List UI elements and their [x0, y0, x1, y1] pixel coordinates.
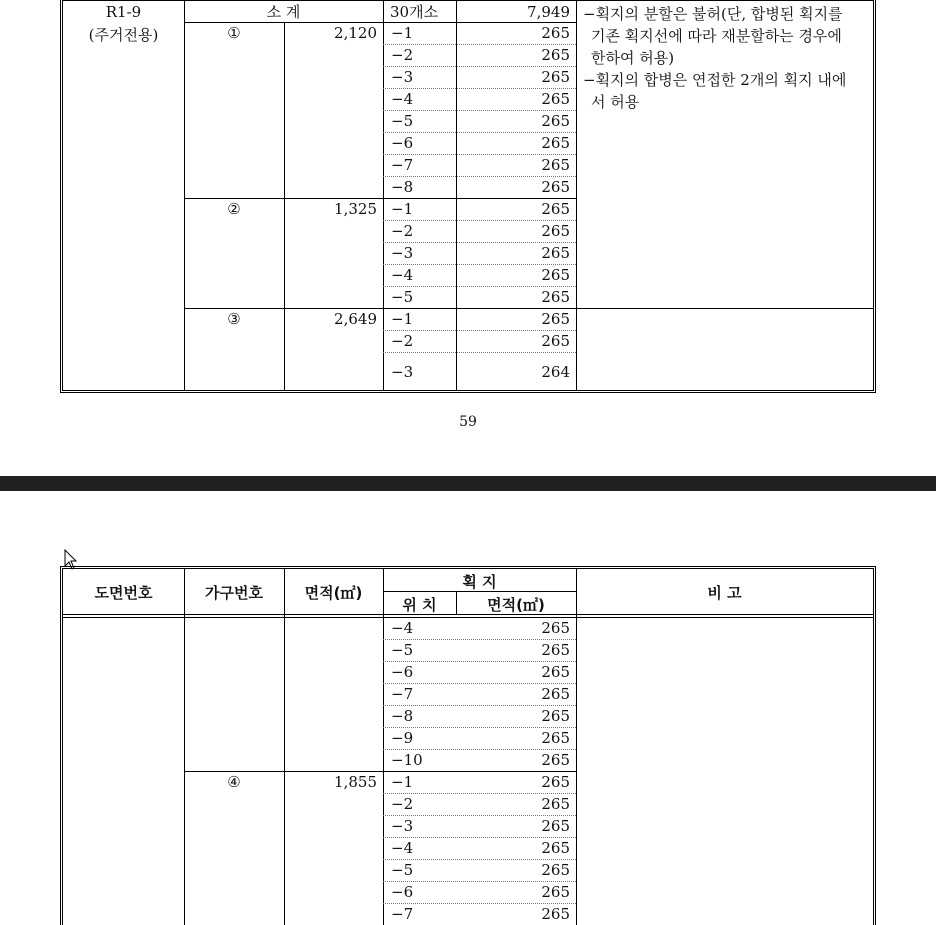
lot-position: −3	[391, 244, 414, 262]
block-symbol: ①	[227, 24, 241, 42]
remarks-line-3: 한하여 허용)	[591, 49, 675, 67]
header-area: 면적(㎡)	[304, 584, 363, 602]
lot-position: −7	[391, 905, 414, 923]
lot-position: −2	[391, 222, 414, 240]
lot-row-divider	[383, 220, 576, 221]
header-drawing-number: 도면번호	[94, 584, 153, 602]
subtotal-lot-count: 30개소	[390, 3, 439, 21]
lot-position: −4	[391, 266, 414, 284]
header-lot: 획 지	[462, 573, 497, 591]
lot-row-divider	[383, 110, 576, 111]
page-number: 59	[459, 414, 477, 430]
row-divider	[184, 771, 576, 772]
header-remarks: 비 고	[707, 584, 742, 602]
lot-position: −3	[391, 68, 414, 86]
lot-row-divider	[383, 352, 576, 353]
lot-row-divider	[383, 242, 576, 243]
lot-area: 265	[541, 707, 570, 725]
lot-area: 265	[541, 795, 570, 813]
lot-area: 265	[541, 46, 570, 64]
row-divider	[63, 0, 873, 1]
lot-row-divider	[383, 44, 576, 45]
block-area: 1,855	[334, 773, 377, 791]
lot-area: 265	[541, 288, 570, 306]
lot-area: 265	[541, 68, 570, 86]
lot-row-divider	[383, 176, 576, 177]
row-divider	[184, 22, 576, 23]
lot-area: 265	[541, 244, 570, 262]
col-divider	[576, 0, 577, 390]
lot-position: −2	[391, 46, 414, 64]
header-block-number: 가구번호	[205, 584, 263, 602]
lot-area: 265	[541, 773, 570, 791]
header-bottom-line	[63, 617, 873, 618]
remarks-line-4: −획지의 합병은 연접한 2개의 획지 내에	[583, 71, 847, 89]
header-lot-area: 면적(㎡)	[487, 596, 545, 614]
drawing-number: R1-9	[105, 3, 142, 21]
block-area: 1,325	[334, 200, 377, 218]
block-area: 2,649	[334, 310, 377, 328]
lot-row-divider	[383, 859, 576, 860]
lot-area: 265	[541, 663, 570, 681]
lot-area: 265	[541, 839, 570, 857]
lot-area: 265	[541, 134, 570, 152]
lot-area: 265	[541, 861, 570, 879]
lot-area: 265	[541, 24, 570, 42]
lot-row-divider	[383, 683, 576, 684]
block-area: 2,120	[334, 24, 377, 42]
lot-position: −10	[391, 751, 423, 769]
lot-position: −4	[391, 90, 414, 108]
lot-position: −3	[391, 817, 414, 835]
lot-area: 265	[541, 156, 570, 174]
lot-area: 265	[541, 222, 570, 240]
remarks-line-5: 서 허용	[591, 93, 640, 111]
lot-row-divider	[383, 286, 576, 287]
col-divider	[383, 569, 384, 925]
lot-row-divider	[383, 66, 576, 67]
lot-row-divider	[383, 903, 576, 904]
lot-position: −5	[391, 288, 414, 306]
lot-row-divider	[383, 749, 576, 750]
lot-position: −1	[391, 24, 414, 42]
lot-position: −5	[391, 861, 414, 879]
lot-position: −7	[391, 685, 414, 703]
lot-area: 265	[541, 751, 570, 769]
lot-area: 265	[541, 200, 570, 218]
block-symbol: ③	[227, 310, 241, 328]
block-symbol: ②	[227, 200, 241, 218]
lot-area: 265	[541, 310, 570, 328]
lot-position: −4	[391, 839, 414, 857]
header-lot-position: 위 치	[402, 596, 437, 614]
page-separator	[0, 476, 936, 491]
lot-area: 265	[541, 905, 570, 923]
lot-position: −4	[391, 619, 414, 637]
block-symbol: ④	[227, 773, 241, 791]
lot-row-divider	[383, 815, 576, 816]
lot-position: −6	[391, 663, 414, 681]
lot-row-divider	[383, 727, 576, 728]
lot-area: 265	[541, 266, 570, 284]
lot-position: −3	[391, 363, 414, 381]
lot-position: −8	[391, 178, 414, 196]
lot-area: 265	[541, 332, 570, 350]
lot-row-divider	[383, 881, 576, 882]
lot-row-divider	[383, 330, 576, 331]
lot-position: −2	[391, 332, 414, 350]
document-page-60	[0, 491, 936, 925]
lot-row-divider	[383, 793, 576, 794]
lot-row-divider	[383, 639, 576, 640]
lot-position: −6	[391, 134, 414, 152]
subtotal-area: 7,949	[527, 3, 570, 21]
drawing-usage: (주거전용)	[88, 26, 159, 44]
lot-area: 265	[541, 90, 570, 108]
lot-position: −1	[391, 200, 414, 218]
col-divider	[383, 0, 384, 390]
lot-position: −2	[391, 795, 414, 813]
lot-area: 265	[541, 883, 570, 901]
lot-position: −1	[391, 773, 414, 791]
lot-row-divider	[383, 88, 576, 89]
lot-area: 265	[541, 112, 570, 130]
lot-area: 265	[541, 641, 570, 659]
lot-row-divider	[383, 264, 576, 265]
lot-area: 265	[541, 729, 570, 747]
lot-row-divider	[383, 154, 576, 155]
lot-row-divider	[383, 132, 576, 133]
col-divider	[184, 0, 185, 390]
lot-position: −8	[391, 707, 414, 725]
remarks-line-2: 기존 획지선에 따라 재분할하는 경우에	[591, 27, 842, 45]
col-divider	[284, 569, 285, 925]
lot-area: 265	[541, 817, 570, 835]
col-divider	[576, 569, 577, 925]
lot-position: −9	[391, 729, 414, 747]
lot-position: −5	[391, 112, 414, 130]
remarks-line-1: −획지의 분할은 불허(단, 합병된 획지를	[583, 5, 843, 23]
lot-position: −5	[391, 641, 414, 659]
lot-area: 265	[541, 619, 570, 637]
lot-table-page-59	[60, 0, 876, 393]
lot-area: 265	[541, 685, 570, 703]
lot-position: −6	[391, 883, 414, 901]
subtotal-label: 소 계	[266, 3, 301, 21]
lot-row-divider	[383, 837, 576, 838]
col-divider	[184, 569, 185, 925]
row-divider	[184, 308, 873, 309]
lot-row-divider	[383, 705, 576, 706]
lot-table-page-60	[60, 566, 876, 925]
lot-row-divider	[383, 661, 576, 662]
lot-position: −1	[391, 310, 414, 328]
lot-position: −7	[391, 156, 414, 174]
lot-area: 264	[541, 363, 570, 381]
row-divider	[184, 198, 576, 199]
lot-area: 265	[541, 178, 570, 196]
